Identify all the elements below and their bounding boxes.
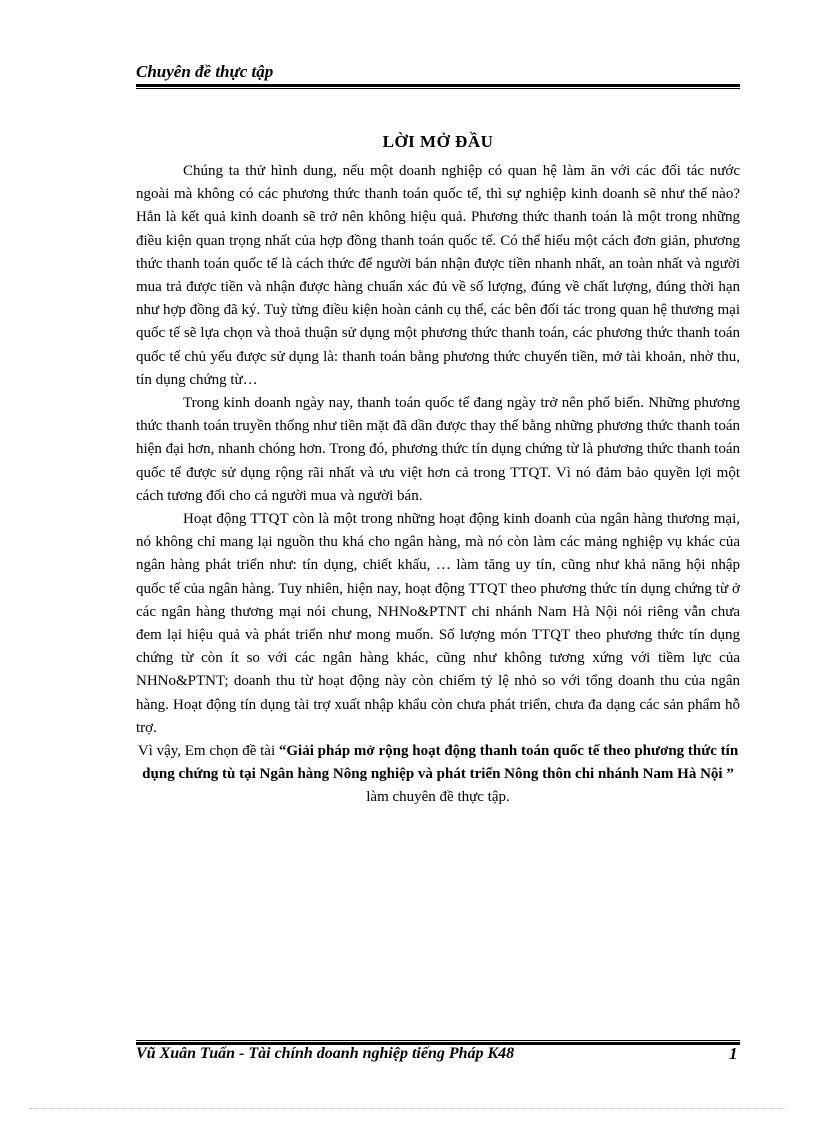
paragraph-4 <box>136 740 740 810</box>
paragraph-4-end: làm chuyên đề thực tập. <box>366 789 510 806</box>
running-header-title: Chuyên đề thực tập <box>136 62 274 81</box>
page-number: 1 <box>729 1044 738 1063</box>
paragraph-1: Chúng ta thử hình dung, nếu một doanh nghiệp có quan hệ làm ăn với các đối tác nước ngoài mà không có các phương thức thanh toán quốc tế, thì sự nghiệp kinh doanh sẽ như thế nào? Hẳn là kết quả kinh doanh sẽ trở nên không hiệu quả. Phương thức thanh toán là một trong những điều kiện quan trọng nhất của hợp đồng thanh toán quốc tế. Có thể hiểu một cách đơn giản, phương thức thanh toán quốc tế là cách thức để người bán nhận được tiền nhanh nhất, an toàn nhất và người mua trả được tiền và nhận được hàng chuẩn xác đủ về số lượng, đúng về chất lượng, đúng thời hạn như hợp đồng đã ký. Tuỳ từng điều kiện hoàn cảnh cụ thể, các bên đối tác trong quan hệ thương mại quốc tế sẽ lựa chọn và thoả thuận sử dụng một phương thức thanh toán, các phương thức thanh toán quốc tế chủ yếu được sử dụng là: thanh toán bằng phương thức chuyển tiền, mở tài khoản, nhờ thu, tín dụng chứng từ… <box>136 163 740 388</box>
header-rule <box>136 84 740 89</box>
footer-author: Vũ Xuân Tuấn - Tài chính doanh nghiệp tiếng Pháp K48 <box>136 1045 515 1062</box>
paragraph-4-intro: Vì vậy, Em chọn đề tài <box>137 743 276 760</box>
paragraph-3: Hoạt động TTQT còn là một trong những hoạt động kinh doanh của ngân hàng thương mại, nó không chỉ mang lại nguồn thu khá cho ngân hàng, mà nó còn làm các mảng nghiệp vụ khác của ngân hàng phát triển như: tín dụng, chiết khấu, … làm tăng uy tín, cũng như khả năng hội nhập quốc tế của ngân hàng. Tuy nhiên, hiện nay, hoạt động TTQT theo phương thức tín dụng chứng từ ở các ngân hàng thương mại nói chung, NHNo&PTNT chi nhánh Nam Hà Nội nói riêng vẫn chưa đem lại hiệu quả và phát triển như mong muốn. Số lượng món TTQT theo phương thức tín dụng chứng từ còn ít so với các ngân hàng khác, cũng như không tương xứng với tiềm lực của NHNo&PTNT; doanh thu từ hoạt động này còn chiếm tỷ lệ nhỏ so với tổng doanh thu của ngân hàng. Hoạt động tín dụng tài trợ xuất nhập khẩu còn chưa phát triển, chưa đa dạng các sản phẩm hỗ trợ. <box>136 511 740 736</box>
page-bottom-dotted-line <box>30 1108 786 1109</box>
document-body <box>136 160 740 810</box>
document-title: LỜI MỞ ĐẦU <box>382 132 494 151</box>
thesis-topic: “Giải pháp mở rộng hoạt động thanh toán quốc tế theo phương thức tín dụng chứng tù tại Ngân hàng Nông nghiệp và phát triển Nông thôn chi nhánh Nam Hà Nội ” <box>142 743 739 783</box>
paragraph-2: Trong kinh doanh ngày nay, thanh toán quốc tế đang ngày trở nên phổ biến. Những phương thức thanh toán truyền thống như tiền mặt đã dần được thay thế bằng những phương thức thanh toán hiện đại hơn, nhanh chóng hơn. Trong đó, phương thức tín dụng chứng từ là phương thức thanh toán quốc tế được sử dụng rộng rãi nhất và ưu việt hơn cả trong TTQT. Vì nó đảm bảo quyền lợi một cách tương đối cho cả người mua và người bán. <box>136 395 740 504</box>
